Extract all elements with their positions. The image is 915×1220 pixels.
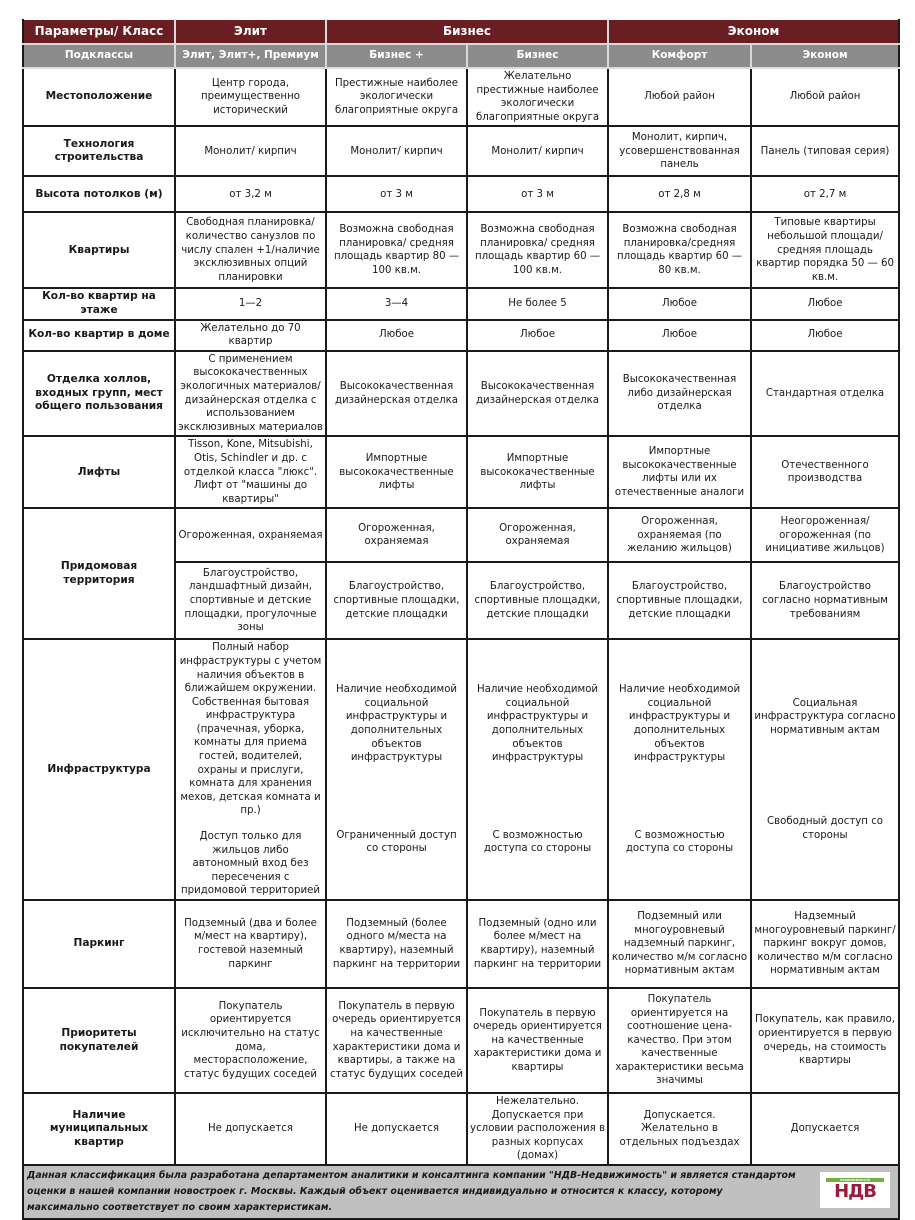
table-cell: Благоустройство, спортивные площадки, детские площадки — [326, 562, 467, 639]
table-cell: Допускается. Желательно в отдельных подъездах — [608, 1093, 751, 1165]
table-cell: 3—4 — [326, 288, 467, 319]
table-cell: от 3 м — [326, 176, 467, 212]
table-cell: от 2,7 м — [751, 176, 899, 212]
class-header-elite: Элит — [175, 20, 326, 45]
param-label: Местоположение — [23, 68, 175, 126]
subclass-header: Эконом — [751, 44, 899, 68]
table-row — [23, 320, 899, 351]
table-cell: Монолит, кирпич, усовершенствованная панель — [608, 126, 751, 176]
table-cell: 1—2 — [175, 288, 326, 319]
table-row — [23, 988, 899, 1093]
table-cell: Покупатель в первую очередь ориентируется на качественные характеристики дома и квартиры — [467, 988, 608, 1093]
classification-table — [22, 19, 900, 1220]
subclass-header: Бизнес — [467, 44, 608, 68]
ndv-logo — [820, 1172, 890, 1208]
table-cell: Импортные высококачественные лифты — [467, 436, 608, 508]
table-cell: Благоустройство согласно нормативным требованиям — [751, 562, 899, 639]
table-cell: Импортные высококачественные лифты или их отечественные аналоги — [608, 436, 751, 508]
table-cell: от 2,8 м — [608, 176, 751, 212]
table-row — [23, 1093, 899, 1165]
table-cell: Монолит/ кирпич — [326, 126, 467, 176]
footer-note: Данная классификация была разработана департаментом аналитики и консалтинга компании "НДВ-Недвижимость" и является стандартом оценки в нашей компании новостроек г. Москвы. Каждый объект оценивается индивидуально и относится к классу, которому максимально соответствует по своим характеристикам. — [27, 1169, 796, 1213]
param-label: Наличие муниципальных квартир — [23, 1093, 175, 1165]
subclass-header: Бизнес + — [326, 44, 467, 68]
infra-facilities: Полный набор инфраструктуры с учетом наличия объектов в ближайшем окружении. Собственная бытовая инфраструктура (прачечная, уборка, комнаты для приема гостей, водителей, охраны и прислуги, комната для хранения мехов, детская комната и пр.) — [179, 642, 322, 817]
logo-band: НЕДВИЖИМОСТЬ — [826, 1178, 884, 1182]
table-cell: Желательно престижные наиболее экологически благоприятные округа — [467, 68, 608, 126]
table-cell: Неогороженная/ огороженная (по инициативе жильцов) — [751, 508, 899, 562]
table-cell: Допускается — [751, 1093, 899, 1165]
table-cell: Свободная планировка/количество санузлов по числу спален +1/наличие эксклюзивных опций планировки — [175, 212, 326, 288]
infra-access: С возможностью доступа со стороны — [625, 829, 734, 855]
table-cell: Огороженная, охраняемая (по желанию жильцов) — [608, 508, 751, 562]
table-cell: Возможна свободная планировка/средняя площадь квартир 60 — 80 кв.м. — [608, 212, 751, 288]
table-row — [23, 126, 899, 176]
table-cell: Монолит/ кирпич — [467, 126, 608, 176]
table-cell — [751, 639, 899, 900]
table-cell: Любой район — [608, 68, 751, 126]
table-cell: Панель (типовая серия) — [751, 126, 899, 176]
table-cell — [467, 639, 608, 900]
param-label: Кол-во квартир на этаже — [23, 288, 175, 319]
table-cell: Надземный многоуровневый паркинг/ паркинг вокруг домов, количество м/м согласно нормативным актам — [751, 900, 899, 988]
table-cell: Возможна свободная планировка/ средняя площадь квартир 80 — 100 кв.м. — [326, 212, 467, 288]
table-cell: Tisson, Kone, Mitsubishi, Otis, Schindler и др. с отделкой класса "люкс". Лифт от "машины до квартиры" — [175, 436, 326, 508]
param-label: Отделка холлов, входных групп, мест общего пользования — [23, 351, 175, 437]
table-cell: Высококачественная дизайнерская отделка — [326, 351, 467, 437]
table-row — [23, 351, 899, 437]
table-cell: Подземный или многоуровневый надземный паркинг, количество м/м согласно нормативным актам — [608, 900, 751, 988]
table-cell: Огороженная, охраняемая — [467, 508, 608, 562]
table-cell — [326, 639, 467, 900]
table-cell: Любое — [326, 320, 467, 351]
class-header-economy: Эконом — [608, 20, 899, 45]
table-cell: Огороженная, охраняемая — [175, 508, 326, 562]
footer-row — [23, 1165, 899, 1219]
table-row — [23, 68, 899, 126]
table-cell: Благоустройство, спортивные площадки, детские площадки — [467, 562, 608, 639]
table-cell: Типовые квартиры небольшой площади/ средняя площадь квартир порядка 50 — 60 кв.м. — [751, 212, 899, 288]
infra-access: Ограниченный доступ со стороны — [336, 829, 457, 855]
infra-facilities: Наличие необходимой социальной инфраструктуры и дополнительных объектов инфраструктуры — [335, 684, 458, 764]
logo-mark: НДВ — [834, 1180, 876, 1202]
table-cell: Любое — [608, 288, 751, 319]
param-class-header: Параметры/ Класс — [23, 20, 175, 45]
infra-access: С возможностью доступа со стороны — [483, 829, 592, 855]
table-row-territory-fencing — [23, 508, 899, 562]
table-cell: Подземный (два и более м/мест на квартиру), гостевой наземный паркинг — [175, 900, 326, 988]
table-cell: Отечественного производства — [751, 436, 899, 508]
table-cell: Благоустройство, ландшафтный дизайн, спортивные и детские площадки, прогулочные зоны — [175, 562, 326, 639]
table-cell: Покупатель в первую очередь ориентируется на качественные характеристики дома и квартиры, а также на статус будущих соседей — [326, 988, 467, 1093]
param-label: Кол-во квартир в доме — [23, 320, 175, 351]
table-cell: Возможна свободная планировка/ средняя площадь квартир 60 — 100 кв.м. — [467, 212, 608, 288]
class-header-row — [23, 20, 899, 45]
table-cell: Подземный (более одного м/места на квартиру), наземный паркинг на территории — [326, 900, 467, 988]
table-cell: Стандартная отделка — [751, 351, 899, 437]
subclass-header-row — [23, 44, 899, 68]
class-header-business: Бизнес — [326, 20, 608, 45]
subclass-label: Подклассы — [23, 44, 175, 68]
table-cell: Покупатель ориентируется на соотношение цена-качество. При этом качественные характеристики весьма значимы — [608, 988, 751, 1093]
infra-facilities: Наличие необходимой социальной инфраструктуры и дополнительных объектов инфраструктуры — [618, 684, 741, 764]
param-label: Придомовая территория — [23, 508, 175, 639]
table-cell: Огороженная, охраняемая — [326, 508, 467, 562]
table-cell: от 3 м — [467, 176, 608, 212]
table-cell: Не допускается — [175, 1093, 326, 1165]
table-cell: Монолит/ кирпич — [175, 126, 326, 176]
infra-facilities: Социальная инфраструктура согласно нормативным актам — [754, 697, 896, 736]
table-cell — [175, 639, 326, 900]
footer-cell — [23, 1165, 899, 1219]
table-row — [23, 212, 899, 288]
table-row — [23, 900, 899, 988]
table-cell: Любой район — [751, 68, 899, 126]
table-cell: Покупатель ориентируется исключительно на статус дома, месторасположение, статус будущих соседей — [175, 988, 326, 1093]
param-label: Квартиры — [23, 212, 175, 288]
table-cell: Нежелательно. Допускается при условии расположения в разных корпусах (домах) — [467, 1093, 608, 1165]
param-label: Приоритеты покупателей — [23, 988, 175, 1093]
table-cell — [608, 639, 751, 900]
table-row-infrastructure — [23, 639, 899, 900]
table-cell: от 3,2 м — [175, 176, 326, 212]
table-row — [23, 436, 899, 508]
table-cell: Подземный (одно или более м/мест на квартиру), наземный паркинг на территории — [467, 900, 608, 988]
table-cell: Импортные высококачественные лифты — [326, 436, 467, 508]
table-cell: Любое — [608, 320, 751, 351]
classification-sheet — [22, 19, 898, 1220]
table-cell: Покупатель, как правило, ориентируется в первую очередь, на стоимость квартиры — [751, 988, 899, 1093]
param-label: Паркинг — [23, 900, 175, 988]
table-cell: Высококачественная либо дизайнерская отделка — [608, 351, 751, 437]
table-cell: Любое — [751, 320, 899, 351]
table-cell: Высококачественная дизайнерская отделка — [467, 351, 608, 437]
param-label: Технология строительства — [23, 126, 175, 176]
table-cell: С применением высококачественных экологичных материалов/ дизайнерская отделка с использованием эксклюзивных материалов — [175, 351, 326, 437]
infra-facilities: Наличие необходимой социальной инфраструктуры и дополнительных объектов инфраструктуры — [476, 684, 599, 764]
table-row — [23, 176, 899, 212]
param-label: Инфраструктура — [23, 639, 175, 900]
table-cell: Престижные наиболее экологически благоприятные округа — [326, 68, 467, 126]
table-cell: Не более 5 — [467, 288, 608, 319]
param-label: Лифты — [23, 436, 175, 508]
table-cell: Благоустройство, спортивные площадки, детские площадки — [608, 562, 751, 639]
param-label: Высота потолков (м) — [23, 176, 175, 212]
subclass-header: Комфорт — [608, 44, 751, 68]
table-cell: Центр города, преимущественно исторический — [175, 68, 326, 126]
table-cell: Желательно до 70 квартир — [175, 320, 326, 351]
table-cell: Не допускается — [326, 1093, 467, 1165]
infra-access: Доступ только для жильцов либо автономный вход без пересечения с придомовой территорией — [181, 831, 320, 897]
subclass-header: Элит, Элит+, Премиум — [175, 44, 326, 68]
table-cell: Любое — [467, 320, 608, 351]
table-row — [23, 288, 899, 319]
table-cell: Любое — [751, 288, 899, 319]
infra-access: Свободный доступ со стороны — [766, 816, 884, 842]
